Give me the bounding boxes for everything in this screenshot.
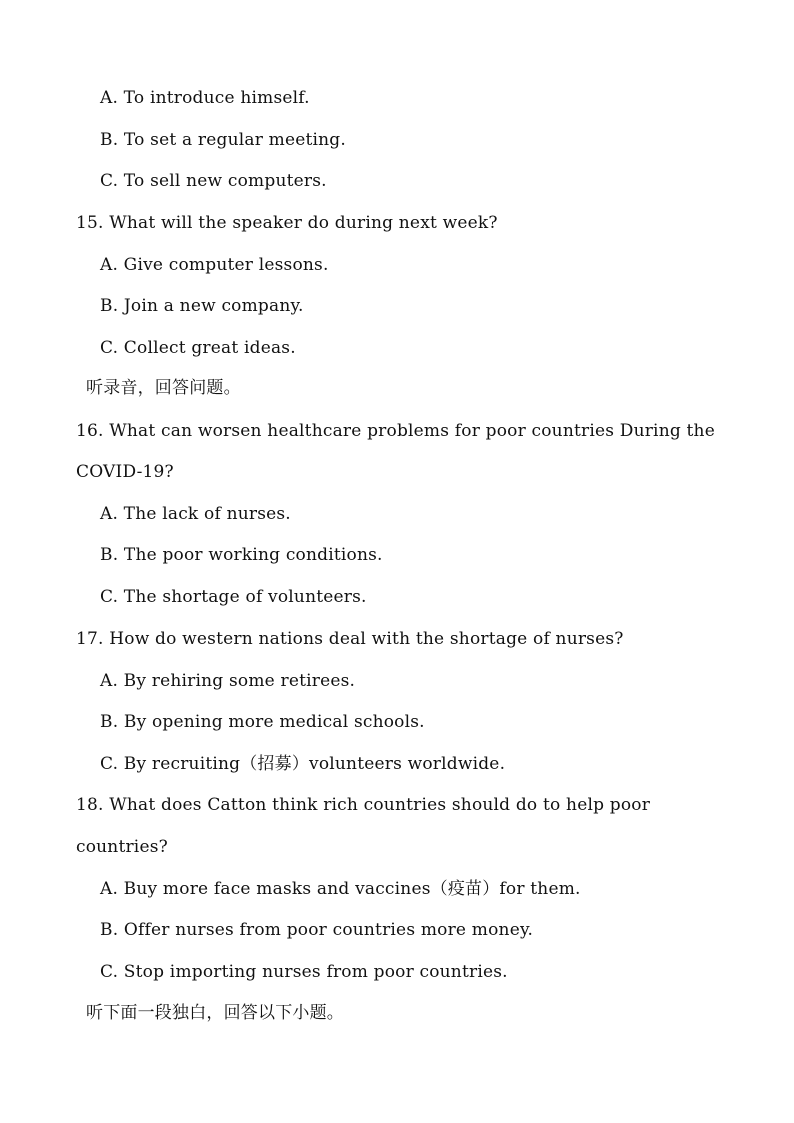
q18-question: 18. What does Catton think rich countries should do to help poor bbox=[76, 795, 651, 815]
q18-question-continued: countries? bbox=[76, 837, 168, 857]
section-instruction: 听录音，回答问题。 bbox=[86, 378, 241, 398]
q17-option-c: C. By recruiting（招募）volunteers worldwide. bbox=[100, 754, 506, 774]
q15-option-a: A. Give computer lessons. bbox=[100, 255, 329, 275]
q17-option-b: B. By opening more medical schools. bbox=[100, 712, 425, 732]
q14-option-a: A. To introduce himself. bbox=[100, 88, 310, 108]
q14-option-b: B. To set a regular meeting. bbox=[100, 130, 346, 150]
q15-option-c: C. Collect great ideas. bbox=[100, 338, 296, 358]
q17-option-a: A. By rehiring some retirees. bbox=[100, 671, 356, 691]
q14-option-c: C. To sell new computers. bbox=[100, 171, 327, 191]
q16-option-a: A. The lack of nurses. bbox=[100, 504, 291, 524]
q16-option-b: B. The poor working conditions. bbox=[100, 545, 383, 565]
q16-question: 16. What can worsen healthcare problems for poor countries During the bbox=[76, 421, 715, 441]
q18-option-c: C. Stop importing nurses from poor countries. bbox=[100, 962, 508, 982]
q17-question: 17. How do western nations deal with the shortage of nurses? bbox=[76, 629, 624, 649]
section-instruction-next: 听下面一段独白，回答以下小题。 bbox=[86, 1003, 344, 1023]
q18-option-b: B. Offer nurses from poor countries more money. bbox=[100, 920, 534, 940]
q16-option-c: C. The shortage of volunteers. bbox=[100, 587, 367, 607]
q15-option-b: B. Join a new company. bbox=[100, 296, 304, 316]
q18-option-a: A. Buy more face masks and vaccines（疫苗）for them. bbox=[100, 879, 581, 899]
q16-question-continued: COVID-19? bbox=[76, 462, 174, 482]
q15-question: 15. What will the speaker do during next week? bbox=[76, 213, 498, 233]
